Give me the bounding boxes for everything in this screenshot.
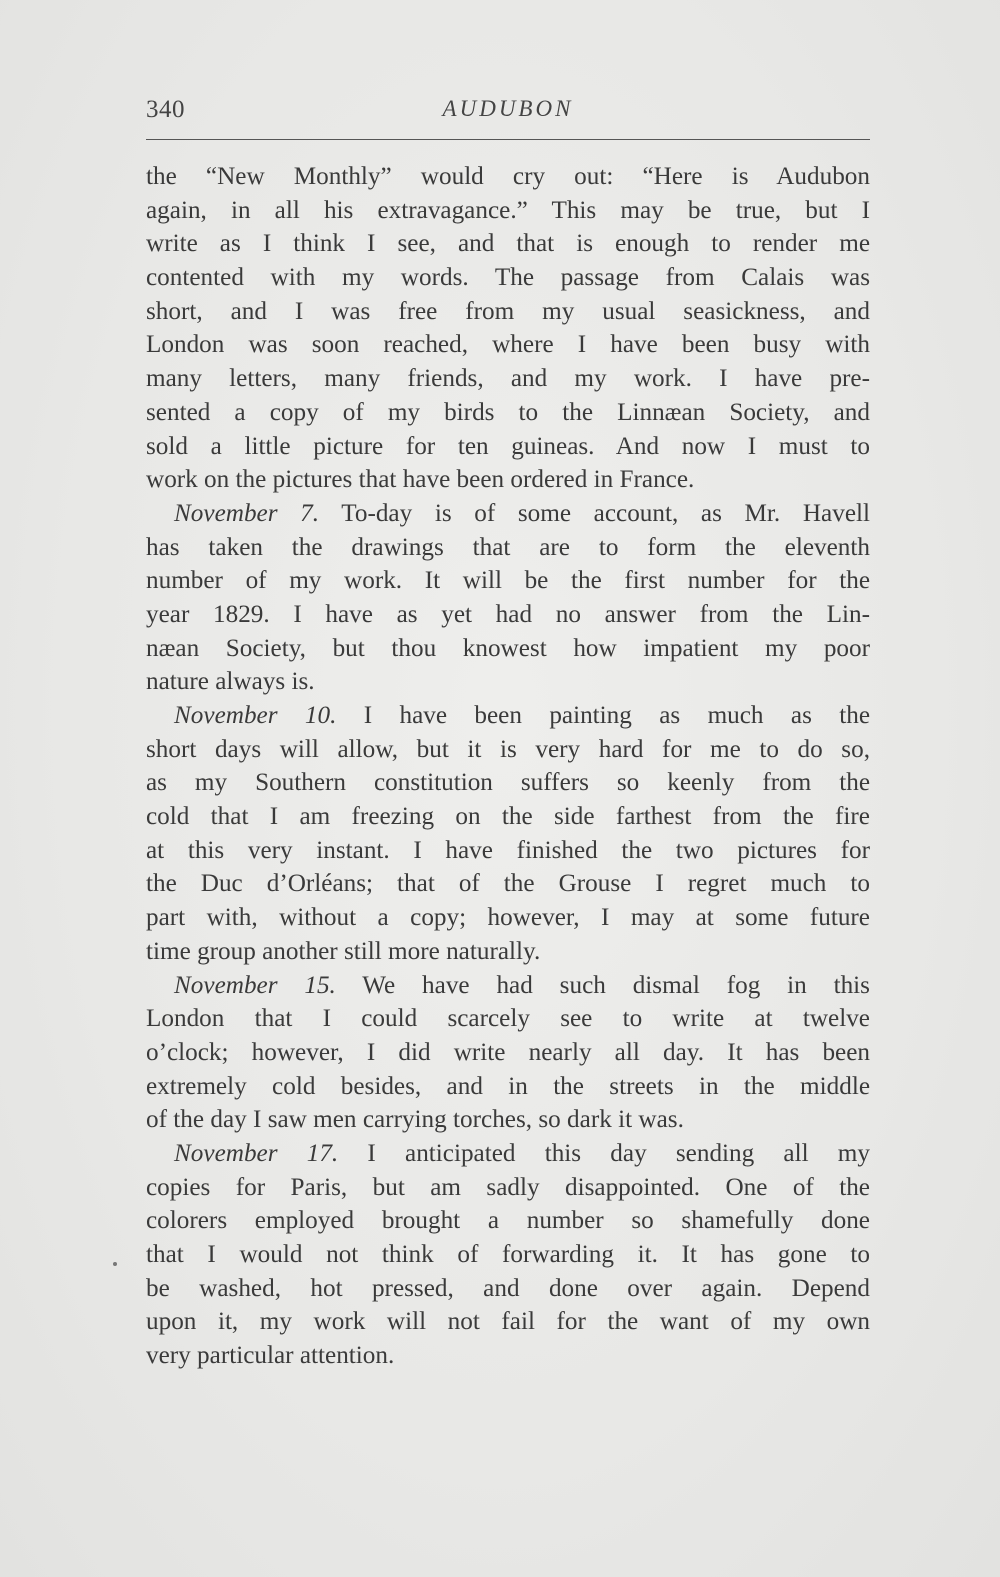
line-text: I have been painting as much as the <box>363 702 870 729</box>
text-line <box>146 665 870 699</box>
line-text: contented with my words. The passage from Calais was <box>146 264 870 292</box>
text-line <box>146 598 870 632</box>
line-text: time group another still more naturally. <box>146 937 541 965</box>
line-text: again, in all his extravagance.” This may be true, but I <box>146 196 870 224</box>
text-line <box>146 1204 870 1238</box>
line-text: at this very instant. I have finished the two pictures for <box>146 836 870 864</box>
line-text: the “New Monthly” would cry out: “Here is Audubon <box>146 163 870 190</box>
text-line <box>146 834 870 868</box>
line-text: To-day is of some account, as Mr. Havell <box>341 499 870 527</box>
text-line <box>146 430 870 464</box>
text-line <box>146 531 870 565</box>
line-text: part with, without a copy; however, I may at some future <box>146 904 870 932</box>
text-line <box>146 800 870 834</box>
text-line <box>146 699 870 733</box>
line-text: London that I could scarcely see to write at twelve <box>146 1005 870 1033</box>
text-line <box>146 362 870 396</box>
entry-date: November 17. <box>174 1139 339 1167</box>
text-line <box>146 564 870 598</box>
text-line <box>146 328 870 362</box>
text-line <box>146 261 870 295</box>
page-speck <box>113 1262 117 1266</box>
page-header <box>146 96 870 136</box>
line-text: upon it, my work will not fail for the want of my own <box>146 1308 870 1336</box>
line-text: write as I think I see, and that is enough to render me <box>146 230 870 258</box>
line-text: many letters, many friends, and my work. I have pre- <box>146 365 870 393</box>
line-text: short, and I was free from my usual seasickness, and <box>146 297 870 325</box>
line-text: nature always is. <box>146 668 315 696</box>
text-line <box>146 1137 870 1171</box>
text-line <box>146 901 870 935</box>
text-line <box>146 396 870 430</box>
text-line <box>146 766 870 800</box>
text-line <box>146 1002 870 1036</box>
line-text: as my Southern constitution suffers so keenly from the <box>146 769 870 797</box>
line-text: cold that I am freezing on the side farthest from the fire <box>146 803 870 831</box>
line-text: number of my work. It will be the first number for the <box>146 567 870 595</box>
line-text: sented a copy of my birds to the Linnæan Society, and <box>146 398 870 426</box>
line-text: næan Society, but thou knowest how impatient my poor <box>146 634 870 662</box>
text-line <box>146 1036 870 1070</box>
text-line <box>146 463 870 497</box>
line-text: We have had such dismal fog in this <box>362 971 870 999</box>
line-text: that I would not think of forwarding it. It has gone to <box>146 1241 870 1268</box>
page-number: 340 <box>146 96 185 123</box>
text-line <box>146 1103 870 1137</box>
text-line <box>146 1339 870 1373</box>
header-rule <box>146 139 870 140</box>
text-line <box>146 1070 870 1104</box>
line-text: of the day I saw men carrying torches, so dark it was. <box>146 1106 684 1134</box>
text-line <box>146 160 870 194</box>
text-line <box>146 497 870 531</box>
text-line <box>146 969 870 1003</box>
text-line <box>146 733 870 767</box>
line-text: work on the pictures that have been ordered in France. <box>146 466 695 494</box>
line-text: London was soon reached, where I have been busy with <box>146 331 870 359</box>
line-text: extremely cold besides, and in the streets in the middle <box>146 1072 870 1100</box>
line-text: I anticipated this day sending all my <box>367 1139 870 1167</box>
text-line <box>146 227 870 261</box>
text-line <box>146 1171 870 1205</box>
line-text: year 1829. I have as yet had no answer from the Lin- <box>146 600 870 628</box>
entry-date: November 10. <box>174 702 337 729</box>
text-line <box>146 295 870 329</box>
text-line <box>146 935 870 969</box>
text-line <box>146 1272 870 1306</box>
line-text: sold a little picture for ten guineas. And now I must to <box>146 432 870 460</box>
text-line <box>146 867 870 901</box>
text-line <box>146 194 870 228</box>
entry-date: November 7. <box>174 499 320 527</box>
line-text: o’clock; however, I did write nearly all day. It has been <box>146 1038 870 1066</box>
line-text: short days will allow, but it is very hard for me to do so, <box>146 735 870 763</box>
body-text <box>146 160 870 1373</box>
text-line <box>146 632 870 666</box>
text-line <box>146 1238 870 1272</box>
line-text: the Duc d’Orléans; that of the Grouse I regret much to <box>146 870 870 898</box>
line-text: be washed, hot pressed, and done over again. Depend <box>146 1274 870 1302</box>
line-text: has taken the drawings that are to form the eleventh <box>146 533 870 561</box>
line-text: colorers employed brought a number so shamefully done <box>146 1207 870 1235</box>
line-text: copies for Paris, but am sadly disappointed. One of the <box>146 1173 870 1201</box>
line-text: very particular attention. <box>146 1342 395 1370</box>
text-line <box>146 1305 870 1339</box>
entry-date: November 15. <box>174 971 336 999</box>
running-head: AUDUBON <box>442 96 574 121</box>
